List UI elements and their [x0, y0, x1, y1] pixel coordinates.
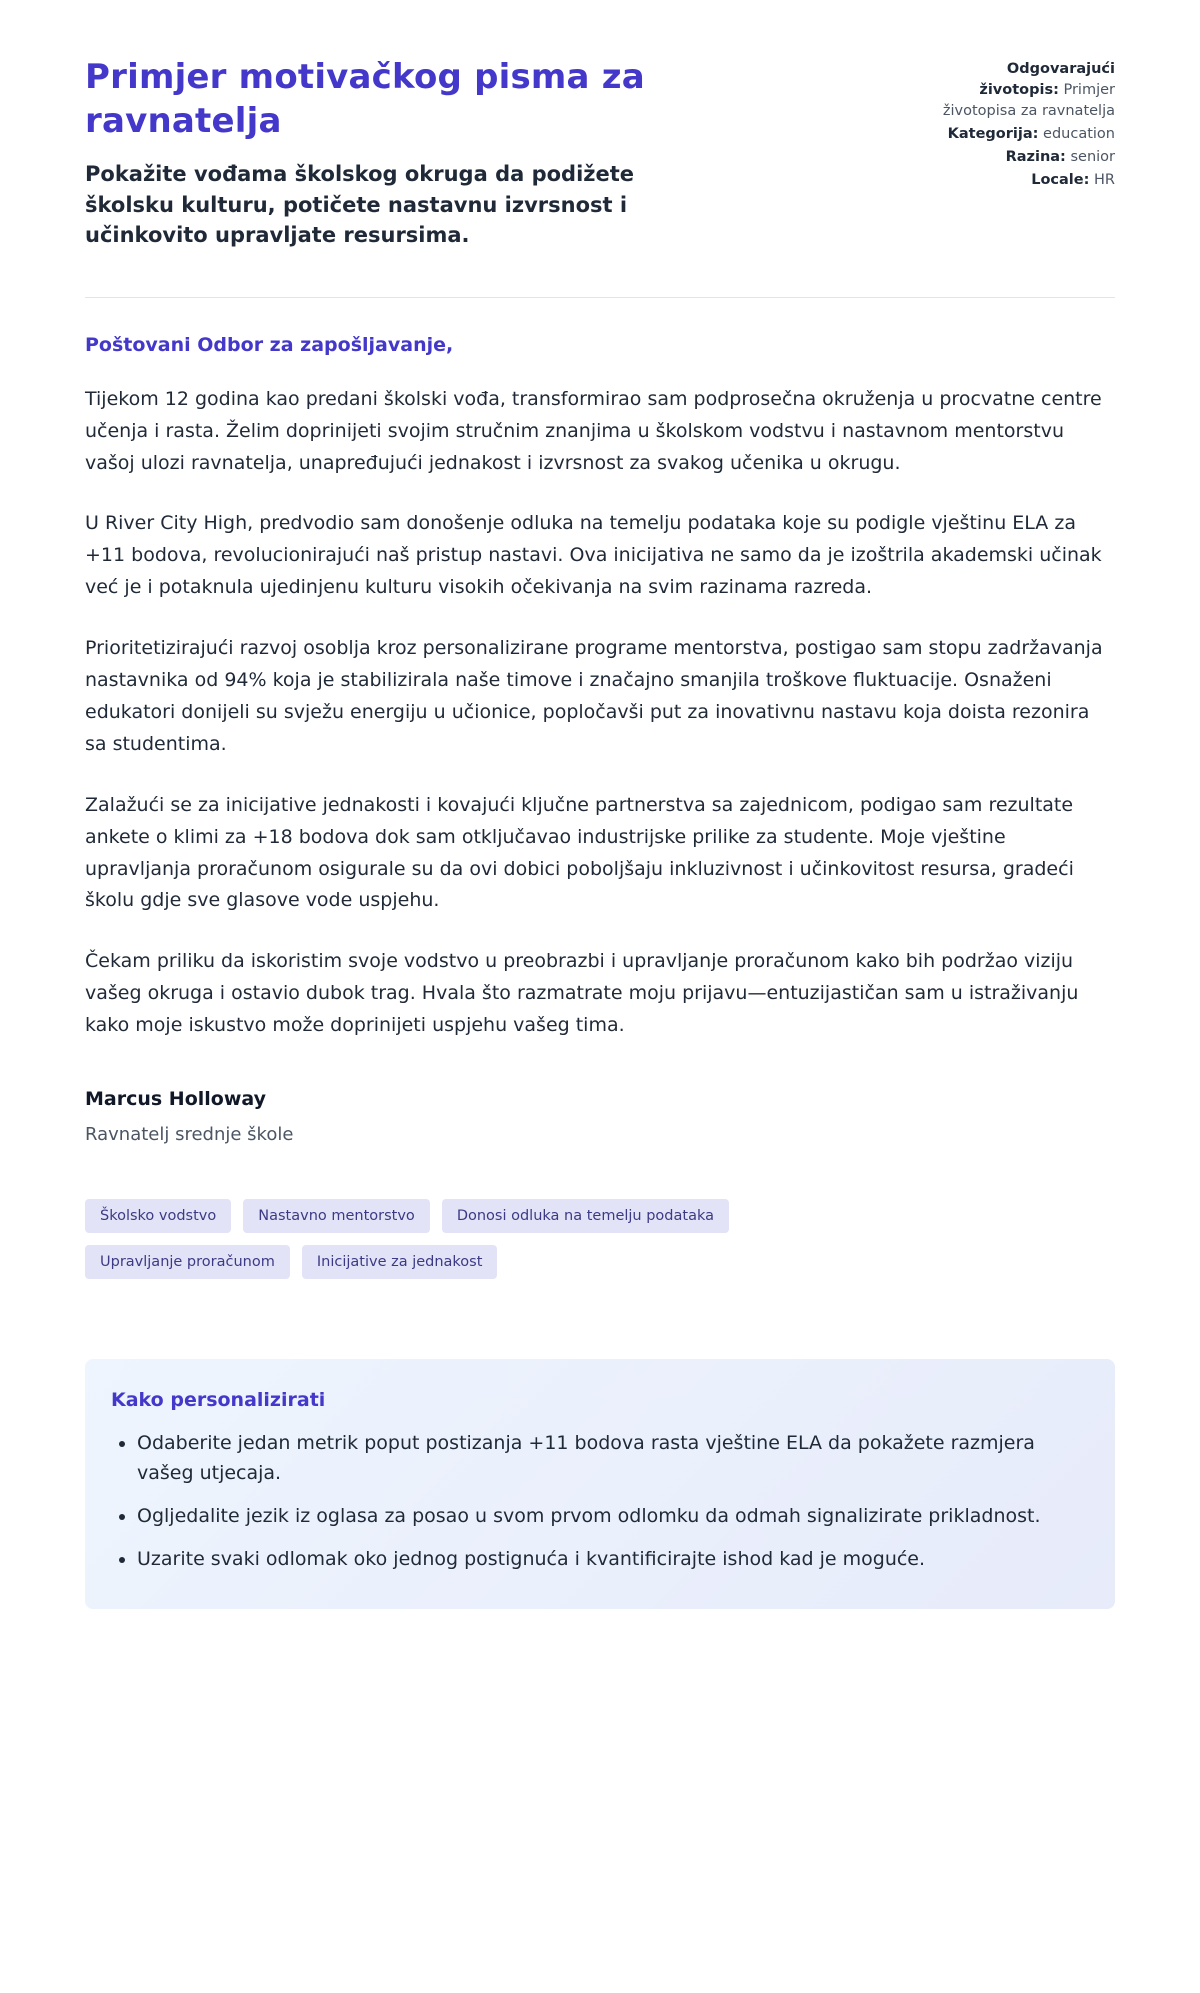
meta-row-category	[930, 124, 1115, 145]
page-container	[85, 0, 1115, 1649]
tag-chip: Nastavno mentorstvo	[243, 1199, 430, 1233]
tag-chip: Školsko vodstvo	[85, 1199, 231, 1233]
letter-paragraph: Tijekom 12 godina kao predani školski vođa, transformirao sam podprosečna okruženja u procvatne centre učenja i rasta. Želim doprinijeti svojim stručnim znanjima u školskom vodstvu i nastavnom mentorstvu vašoj ulozi ravnatelja, unapređujući jednakost i izvrsnost za svakog učenika u okrugu.	[85, 387, 1102, 474]
tag-list	[85, 1199, 805, 1279]
header-titles	[85, 55, 670, 251]
signature-name: Marcus Holloway	[85, 1088, 267, 1111]
meta-value: senior	[1070, 149, 1115, 166]
letter-body	[85, 334, 1115, 1145]
letter-paragraph: Prioritetizirajući razvoj osoblja kroz personalizirane programe mentorstva, postigao sam stopu zadržavanja nastavnika od 94% koja je stabilizirala naše timove i značajno smanjila troškove fluktuacije. Osnaženi edukatori donijeli su svježu energiju u učionice, popločavši put za inovativnu nastavu koja doista rezonira sa studentima.	[85, 637, 1103, 755]
letter-paragraph: Zalažući se za inicijative jednakosti i kovajući ključne partnerstva sa zajednicom, podigao sam rezultate ankete o klimi za +18 bodova dok sam otključavao industrijske prilike za studente. Moje vještine upravljanja proračunom osigurale su da ovi dobici poboljšaju inkluzivnost i učinkovitost resursa, gradeći školu gdje sve glasove vode uspjehu.	[85, 793, 1074, 912]
signature-title: Ravnatelj srednje škole	[85, 1124, 294, 1146]
meta-value: Primjer životopisa za ravnatelja	[942, 82, 1115, 120]
tag-chip: Donosi odluka na temelju podataka	[442, 1199, 729, 1233]
tips-list-item: • Uzarite svaki odlomak oko jednog postignuća i kvantificirajte ishod kad je moguće.	[137, 1545, 1089, 1574]
meta-label: Razina:	[1005, 149, 1066, 166]
meta-value: HR	[1094, 172, 1115, 189]
letter-paragraph: Čekam priliku da iskoristim svoje vodstvo u preobrazbi i upravljanje proračunom kako bih podržao viziju vašeg okruga i ostavio dubok trag. Hvala što razmatrate moju prijavu—entuzijastičan sam u istraživanju kako moje iskustvo može doprinijeti uspjehu vašeg tima.	[85, 950, 1079, 1037]
tips-heading: Kako personalizirati	[111, 1389, 326, 1412]
tag-chip: Inicijative za jednakost	[302, 1245, 498, 1279]
meta-row-level	[930, 147, 1115, 168]
meta-label: Kategorija:	[947, 126, 1039, 143]
meta-label: Odgovarajući životopis:	[979, 61, 1115, 99]
personalization-tips-box	[85, 1359, 1115, 1609]
letter-greeting: Poštovani Odbor za zapošljavanje,	[85, 333, 454, 356]
tag-chip: Upravljanje proračunom	[85, 1245, 290, 1279]
meta-row-matching-resume	[930, 59, 1115, 122]
page-title: Primjer motivačkog pisma za ravnatelja	[85, 57, 645, 142]
meta-label: Locale:	[1031, 172, 1090, 189]
meta-row-locale	[930, 170, 1115, 191]
tips-list-item: • Odaberite jedan metrik poput postizanja +11 bodova rasta vještine ELA da pokažete razmjera vašeg utjecaja.	[137, 1429, 1089, 1488]
meta-value: education	[1043, 126, 1115, 143]
header-divider	[85, 297, 1115, 298]
document-header	[85, 55, 1115, 251]
letter-paragraph: U River City High, predvodio sam donošenje odluka na temelju podataka koje su podigle vještinu ELA za +11 bodova, revolucionirajući naš pristup nastavi. Ova inicijativa ne samo da je izoštrila akademski učinak već je i potaknula ujedinjenu kulturu visokih očekivanja na svim razinama razreda.	[85, 512, 1102, 599]
meta-block	[930, 55, 1115, 193]
tips-list	[111, 1429, 1089, 1575]
tips-list-item: • Ogljedalite jezik iz oglasa za posao u svom prvom odlomku da odmah signalizirate prikladnost.	[137, 1502, 1089, 1531]
page-subtitle: Pokažite vođama školskog okruga da podižete školsku kulturu, potičete nastavnu izvrsnost i učinkovito upravljate resursima.	[85, 162, 635, 248]
